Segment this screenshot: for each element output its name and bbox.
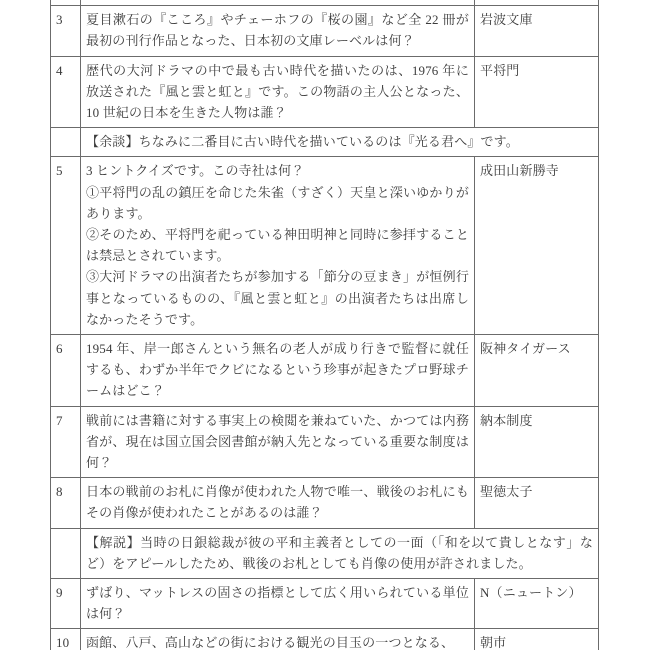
answer-cell: 納本制度 bbox=[475, 406, 599, 478]
row-number-cell: 6 bbox=[51, 335, 81, 407]
question-cell bbox=[81, 6, 475, 56]
question-cell bbox=[81, 629, 475, 650]
quiz-table-container bbox=[50, 0, 598, 650]
answer-cell: 成田山新勝寺 bbox=[475, 157, 599, 335]
answer-cell: 平将門 bbox=[475, 56, 599, 128]
row-number-cell: 8 bbox=[51, 478, 81, 528]
table-row bbox=[51, 157, 599, 335]
question-cell bbox=[81, 579, 475, 629]
row-number-cell: 4 bbox=[51, 56, 81, 128]
row-number-cell: 10 bbox=[51, 629, 81, 650]
answer-cell: N（ニュートン） bbox=[475, 579, 599, 629]
table-row bbox=[51, 579, 599, 629]
question-line: ずばり、マットレスの固さの指標として広く用いられている単位は何？ bbox=[86, 585, 469, 622]
question-line: ②そのため、平将門を祀っている神田明神と同時に参拝することは禁忌とされています。 bbox=[86, 227, 469, 264]
question-line bbox=[86, 0, 469, 1]
question-cell bbox=[81, 56, 475, 128]
question-line: 1954 年、岸一郎さんという無名の老人が成り行きで監督に就任するも、わずか半年でクビになるという珍事が起きたプロ野球チームはどこ？ bbox=[86, 341, 469, 399]
answer-cell: 阪神タイガース bbox=[475, 335, 599, 407]
question-cell bbox=[81, 157, 475, 335]
question-line: 3 ヒントクイズです。この寺社は何？ bbox=[86, 163, 305, 179]
row-number-cell: 3 bbox=[51, 6, 81, 56]
question-cell bbox=[81, 335, 475, 407]
table-row bbox=[51, 335, 599, 407]
quiz-table bbox=[50, 0, 599, 650]
question-line: 函館、八戸、高山などの街における観光の目玉の一つとなる、 bbox=[86, 635, 455, 650]
table-row bbox=[51, 629, 599, 650]
quiz-table-body bbox=[51, 0, 599, 650]
table-row bbox=[51, 6, 599, 56]
note-row bbox=[51, 128, 599, 157]
question-line: 歴代の大河ドラマの中で最も古い時代を描いたのは、1976 年に放送された『風と雲と虹と』です。この物語の主人公となった、10 世紀の日本を生きた人物は誰？ bbox=[86, 62, 469, 121]
table-row bbox=[51, 478, 599, 528]
row-number-cell bbox=[51, 128, 81, 157]
row-number-cell: 9 bbox=[51, 579, 81, 629]
row-number-cell: 5 bbox=[51, 157, 81, 335]
answer-cell: 聖徳太子 bbox=[475, 478, 599, 528]
question-line: 日本の戦前のお札に肖像が使われた人物で唯一、戦後のお札にもその肖像が使われたことがあるのは誰？ bbox=[86, 484, 469, 521]
row-number-cell bbox=[51, 528, 81, 578]
question-line: 夏目漱石の『こころ』やチェーホフの『桜の園』など全 22 冊が最初の刊行作品となった、日本初の文庫レーベルは何？ bbox=[86, 12, 469, 49]
row-number-cell: 7 bbox=[51, 406, 81, 478]
note-cell: 【解説】当時の日銀総裁が彼の平和主義者としての一面（「和を以て貴しとなす」など）をアピールしたため、戦後のお札としても肖像の使用が許されました。 bbox=[81, 528, 599, 578]
note-row bbox=[51, 528, 599, 578]
question-cell bbox=[81, 478, 475, 528]
table-row bbox=[51, 56, 599, 128]
question-line: ①平将門の乱の鎮圧を命じた朱雀（すざく）天皇と深いゆかりがあります。 bbox=[86, 184, 469, 221]
question-cell bbox=[81, 406, 475, 478]
question-line: ③大河ドラマの出演者たちが参加する「節分の豆まき」が恒例行事となっているものの、『風と雲と虹と』の出演者たちは出席しなかったそうです。 bbox=[86, 269, 469, 327]
table-row bbox=[51, 406, 599, 478]
question-line: 戦前には書籍に対する事実上の検閲を兼ねていた、かつては内務省が、現在は国立国会図書館が納入先となっている重要な制度は何？ bbox=[86, 412, 469, 471]
note-cell: 【余談】ちなみに二番目に古い時代を描いているのは『光る君へ』です。 bbox=[81, 128, 599, 157]
answer-cell: 岩波文庫 bbox=[475, 6, 599, 56]
answer-cell: 朝市 bbox=[475, 629, 599, 650]
